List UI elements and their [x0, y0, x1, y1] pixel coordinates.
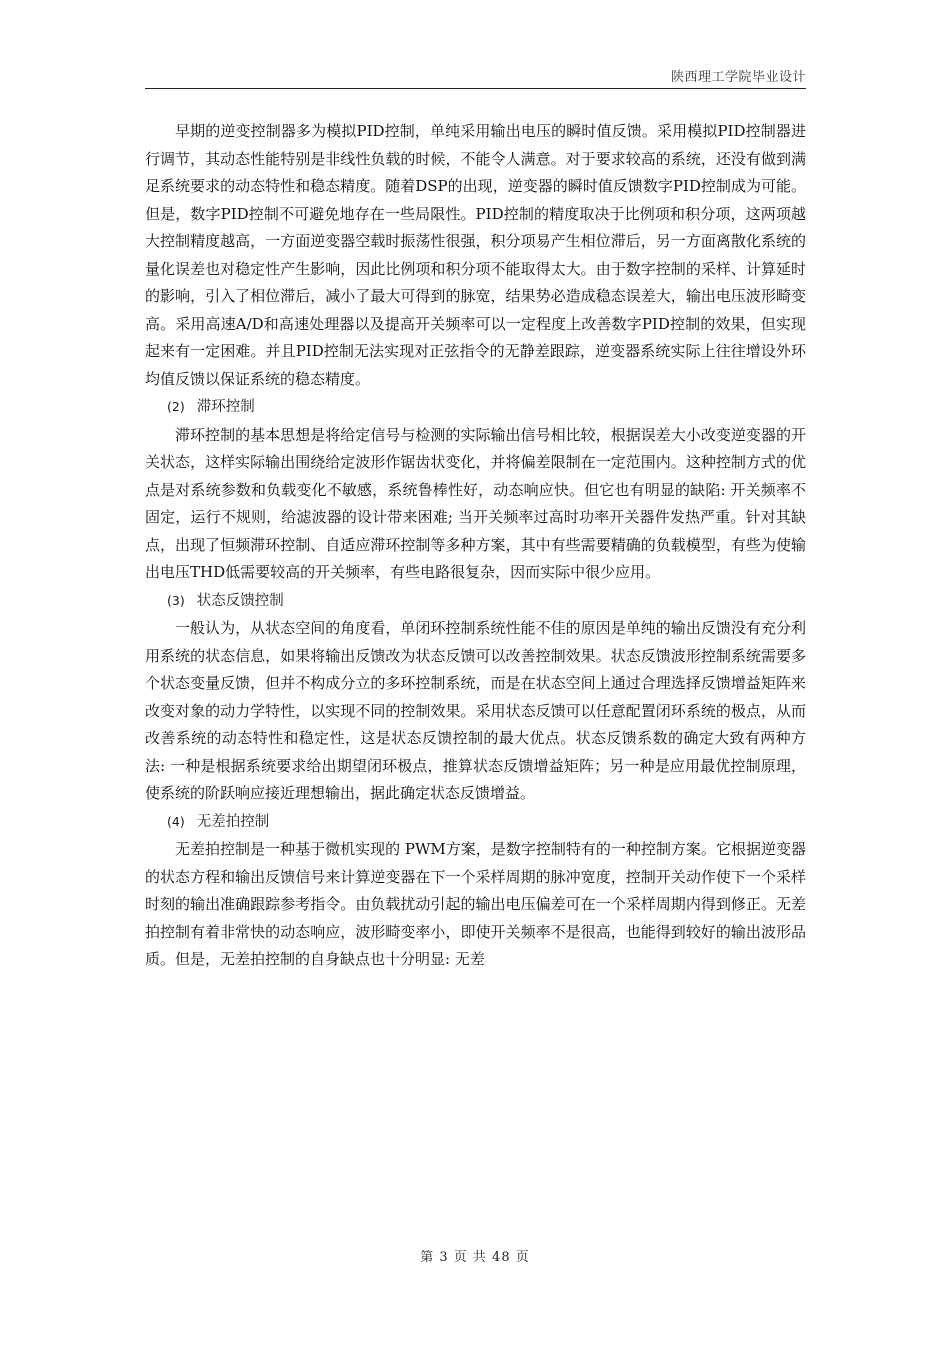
section-heading-hysteresis: [145, 393, 806, 422]
section-number: (4): [167, 813, 185, 829]
page-header: [145, 66, 806, 89]
paragraph-pid-control: 早期的逆变控制器多为模拟PID控制，单纯采用输出电压的瞬时值反馈。采用模拟PID控制器进行调节，其动态性能特别是非线性负载的时候，不能令人满意。对于要求较高的系统，还没有做到满足系统要求的动态特性和稳态精度。随着DSP的出现，逆变器的瞬时值反馈数字PID控制成为可能。但是，数字PID控制不可避免地存在一些局限性。PID控制的精度取决于比例项和积分项，这两项越大控制精度越高，一方面逆变器空载时振荡性很强，积分项易产生相位滞后，另一方面离散化系统的量化误差也对稳定性产生影响，因此比例项和积分项不能取得太大。由于数字控制的采样、计算延时的影响，引入了相位滞后，减小了最大可得到的脉宽，结果势必造成稳态误差大，输出电压波形畸变高。采用高速A/D和高速处理器以及提高开关频率可以一定程度上改善数字PID控制的效果，但实现起来有一定困难。并且PID控制无法实现对正弦指令的无静差跟踪，逆变器系统实际上往往增设外环均值反馈以保证系统的稳态精度。: [145, 122, 806, 388]
header-title: 陕西理工学院毕业设计: [670, 70, 806, 85]
section-number: (2): [167, 399, 185, 414]
section-number: (3): [167, 592, 185, 608]
page-number: 第 3 页 共 48 页: [420, 1250, 530, 1265]
paragraph-hysteresis-control: 滞环控制的基本思想是将给定信号与检测的实际输出信号相比较，根据误差大小改变逆变器的开关状态，这样实际输出围绕给定波形作锯齿状变化，并将偏差限制在一定范围内。这种控制方式的优点是对系统参数和负载变化不敏感，系统鲁棒性好，动态响应快。但它也有明显的缺陷: 开关频率不固定，运行不规则，给滤波器的设计带来困难; 当开关频率过高时功率开关器件发热严重。针对其缺点，出现了恒频滞环控制、自适应滞环控制等多种方案，其中有些需要精确的负载模型，有些为使输出电压THD低需要较高的开关频率，有些电路很复杂，因而实际中很少应用。: [145, 425, 806, 581]
section-heading-deadbeat: [145, 808, 806, 837]
paragraph-deadbeat-control: 无差拍控制是一种基于微机实现的 PWM方案，是数字控制特有的一种控制方案。它根据逆变器的状态方程和输出反馈信号来计算逆变器在下一个采样周期的脉冲宽度，控制开关动作使下一个采样时刻的输出准确跟踪参考指令。由负载扰动引起的输出电压偏差可在一个采样周期内得到修正。无差拍控制有着非常快的动态响应，波形畸变率小，即使开关频率不是很高，也能得到较好的输出波形品质。但是，无差拍控制的自身缺点也十分明显: 无差: [145, 840, 806, 968]
paragraph-state-feedback-control: 一般认为，从状态空间的角度看，单闭环控制系统性能不佳的原因是单纯的输出反馈没有充分利用系统的状态信息，如果将输出反馈改为状态反馈可以改善控制效果。状态反馈波形控制系统需要多个状态变量反馈，但并不构成分立的多环控制系统，而是在状态空间上通过合理选择反馈增益矩阵来改变对象的动力学特性，以实现不同的控制效果。采用状态反馈可以任意配置闭环系统的极点，从而改善系统的动态特性和稳定性，这是状态反馈控制的最大优点。状态反馈系数的确定大致有两种方法: 一种是根据系统要求给出期望闭环极点，推算状态反馈增益矩阵；另一种是应用最优控制原理，使系统的阶跃响应接近理想输出，据此确定状态反馈增益。: [145, 619, 806, 802]
section-title: 无差拍控制: [196, 813, 270, 830]
section-title: 滞环控制: [196, 399, 255, 415]
page-footer: [0, 1246, 950, 1265]
body-text: [145, 118, 806, 974]
section-heading-state-feedback: [145, 587, 806, 616]
section-title: 状态反馈控制: [196, 592, 284, 609]
